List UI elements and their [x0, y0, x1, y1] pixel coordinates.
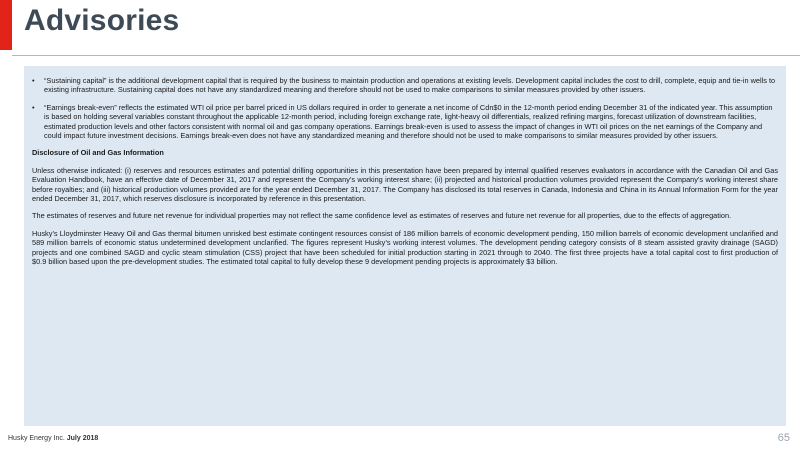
- page-title: Advisories: [24, 4, 180, 37]
- paragraph-aggregation: The estimates of reserves and future net revenue for individual properties may not reflect the same confidence level as estimates of reserves and future net revenue for all properties, due to the effects of aggregation.: [32, 211, 732, 221]
- footer-company: Husky Energy Inc.: [8, 435, 65, 442]
- page-number: 65: [777, 432, 790, 444]
- content-panel: [24, 66, 786, 426]
- footer: [8, 435, 98, 442]
- title-divider: [12, 55, 800, 56]
- section-heading: Disclosure of Oil and Gas Information: [32, 148, 164, 158]
- footer-date: July 2018: [66, 435, 99, 442]
- bullet-sustaining-capital: • “Sustaining capital” is the additional development capital that is required by the business to maintain production and operations at existing levels. Development capital includes the cost to drill, complete, equip and tie-in wells to existing infrastructure. Sustaining capital does not have any standardized meaning and therefore should not be used to make comparisons to similar measures provided by other issuers.: [32, 76, 778, 95]
- paragraph-contingent-resources: Husky’s Lloydminster Heavy Oil and Gas thermal bitumen unrisked best estimate contingent resources consist of 186 million barrels of economic development pending, 150 million barrels of economic development unclarified and 589 million barrels of economic status undetermined development unclarified. The figures represent Husky’s working interest volumes. The development pending category consists of 8 steam assisted gravity drainage (SAGD) projects and one combined SAGD and cyclic steam stimulation (CSS) project that have been scheduled for initial production starting in 2021 through to 2040. The first three projects have a total capital cost to first production of $0.9 billion based upon the pre-development studies. The estimated total capital to fully develop these 9 development pending projects is approximately $3 billion.: [32, 228, 778, 267]
- paragraph-reserves: Unless otherwise indicated: (i) reserves and resources estimates and potential drilling opportunities in this presentation have been prepared by internal qualified reserves evaluators in accordance with the Canadian Oil and Gas Evaluation Handbook, have an effective date of December 31, 2017 and represent the Company’s working interest share; (ii) projected and historical production volumes provided represent the Company’s working interest share before royalties; and (iii) historical production volumes provided are for the year ended December 31, 2017. The Company has disclosed its total reserves in Canada, Indonesia and China in its Annual Information Form for the year ended December 31, 2017, which reserves disclosure is incorporated by reference in this presentation.: [32, 165, 778, 204]
- accent-bar: [0, 0, 12, 50]
- bullet-earnings-break-even: • “Earnings break-even” reflects the estimated WTI oil price per barrel priced in US dollars required in order to generate a net income of Cdn$0 in the 12-month period ending December 31 of the indicated year. This assumption is based on holding several variables constant throughout the applicable 12-month period, including foreign exchange rate, light-heavy oil differentials, realized refining margins, forecast utilization of downstream facilities, estimated production levels and other factors consistent with normal oil and gas company operations. Earnings break-even is used to assess the impact of changes in WTI oil prices on the net earnings of the Company and could impact future investment decisions. Earnings break-even does not have any standardized meaning and therefore should not be used to make comparisons to similar measures provided by other issuers.: [32, 103, 778, 141]
